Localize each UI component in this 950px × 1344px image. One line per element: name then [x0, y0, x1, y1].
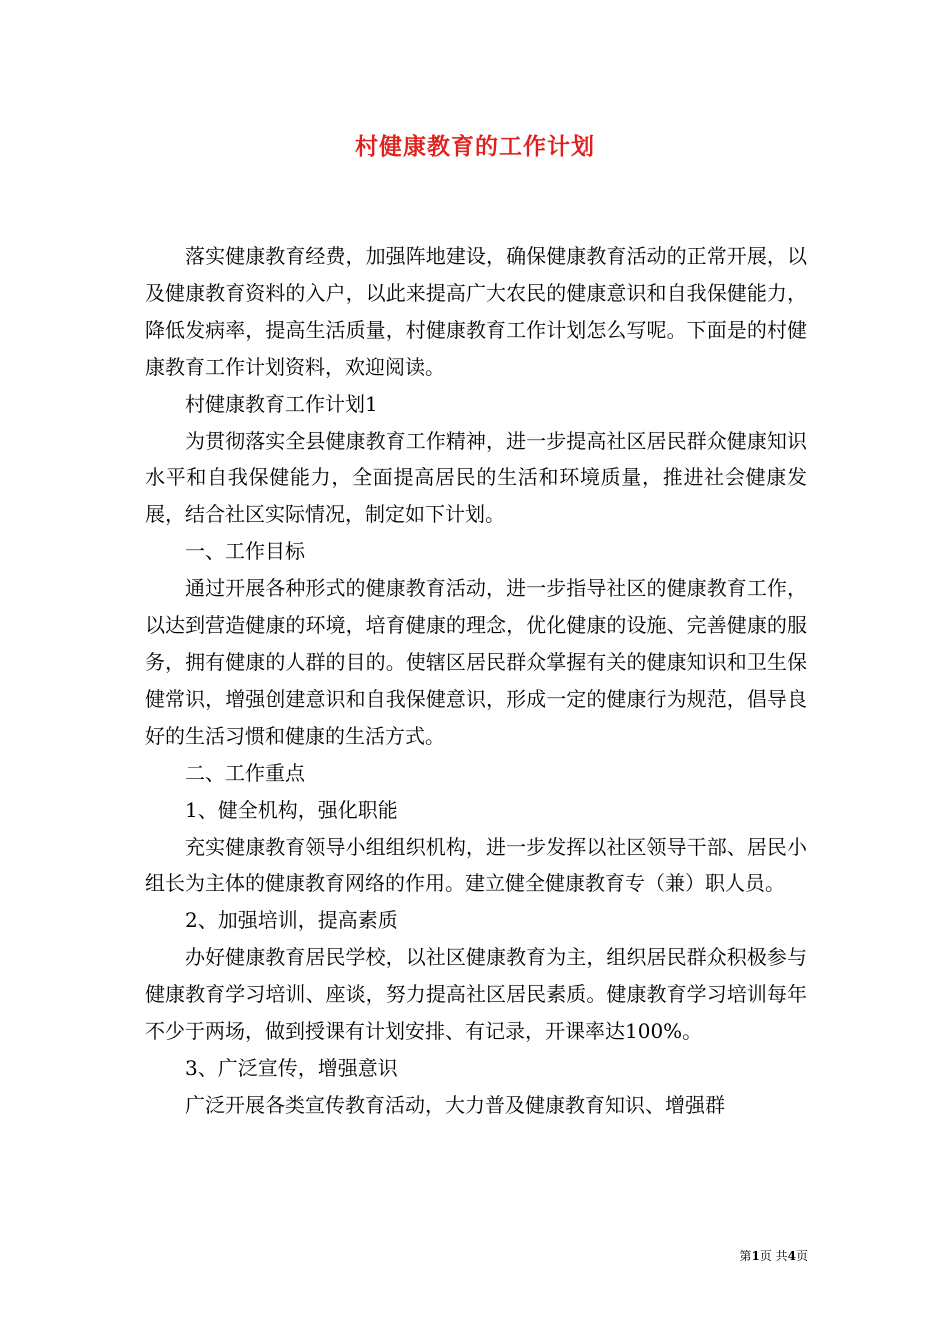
body-paragraph: 为贯彻落实全县健康教育工作精神，进一步提高社区居民群众健康知识水平和自我保健能力，全面提高居民的生活和环境质量，推进社会健康发展，结合社区实际情况，制定如下计划。: [145, 428, 807, 527]
current-page-number: 1: [751, 1249, 760, 1263]
footer-middle: 页 共: [759, 1249, 788, 1263]
document-title: 村健康教育的工作计划: [355, 133, 595, 160]
subsection-heading: 1、健全机构，强化职能: [185, 797, 398, 822]
footer-suffix: 页: [795, 1249, 808, 1263]
body-paragraph: 办好健康教育居民学校，以社区健康教育为主，组织居民群众积极参与健康教育学习培训、座谈，努力提高社区居民素质。健康教育学习培训每年不少于两场，做到授课有计划安排、有记录，开课率达100%。: [145, 945, 807, 1044]
section-heading: 一、工作目标: [185, 539, 305, 564]
page-number-footer: [640, 1247, 808, 1265]
section-heading: 二、工作重点: [185, 760, 305, 785]
total-pages-number: 4: [787, 1249, 796, 1263]
subsection-heading: 2、加强培训，提高素质: [185, 908, 398, 933]
footer-prefix: 第: [739, 1249, 752, 1263]
body-paragraph: 通过开展各种形式的健康教育活动，进一步指导社区的健康教育工作，以达到营造健康的环境，培育健康的理念，优化健康的设施、完善健康的服务，拥有健康的人群的目的。使辖区居民群众掌握有关的健康知识和卫生保健常识，增强创建意识和自我保健意识，形成一定的健康行为规范，倡导良好的生活习惯和健康的生活方式。: [145, 576, 807, 748]
section-heading: 村健康教育工作计划1: [185, 391, 378, 416]
document-body: [145, 238, 807, 1124]
body-paragraph: 广泛开展各类宣传教育活动，大力普及健康教育知识、增强群: [185, 1092, 725, 1117]
subsection-heading: 3、广泛宣传，增强意识: [185, 1055, 398, 1080]
body-paragraph: 充实健康教育领导小组组织机构，进一步发挥以社区领导干部、居民小组长为主体的健康教育网络的作用。建立健全健康教育专（兼）职人员。: [145, 834, 807, 896]
body-paragraph: 落实健康教育经费，加强阵地建设，确保健康教育活动的正常开展，以及健康教育资料的入户，以此来提高广大农民的健康意识和自我保健能力，降低发病率，提高生活质量，村健康教育工作计划怎么写呢。下面是的村健康教育工作计划资料，欢迎阅读。: [145, 244, 807, 379]
